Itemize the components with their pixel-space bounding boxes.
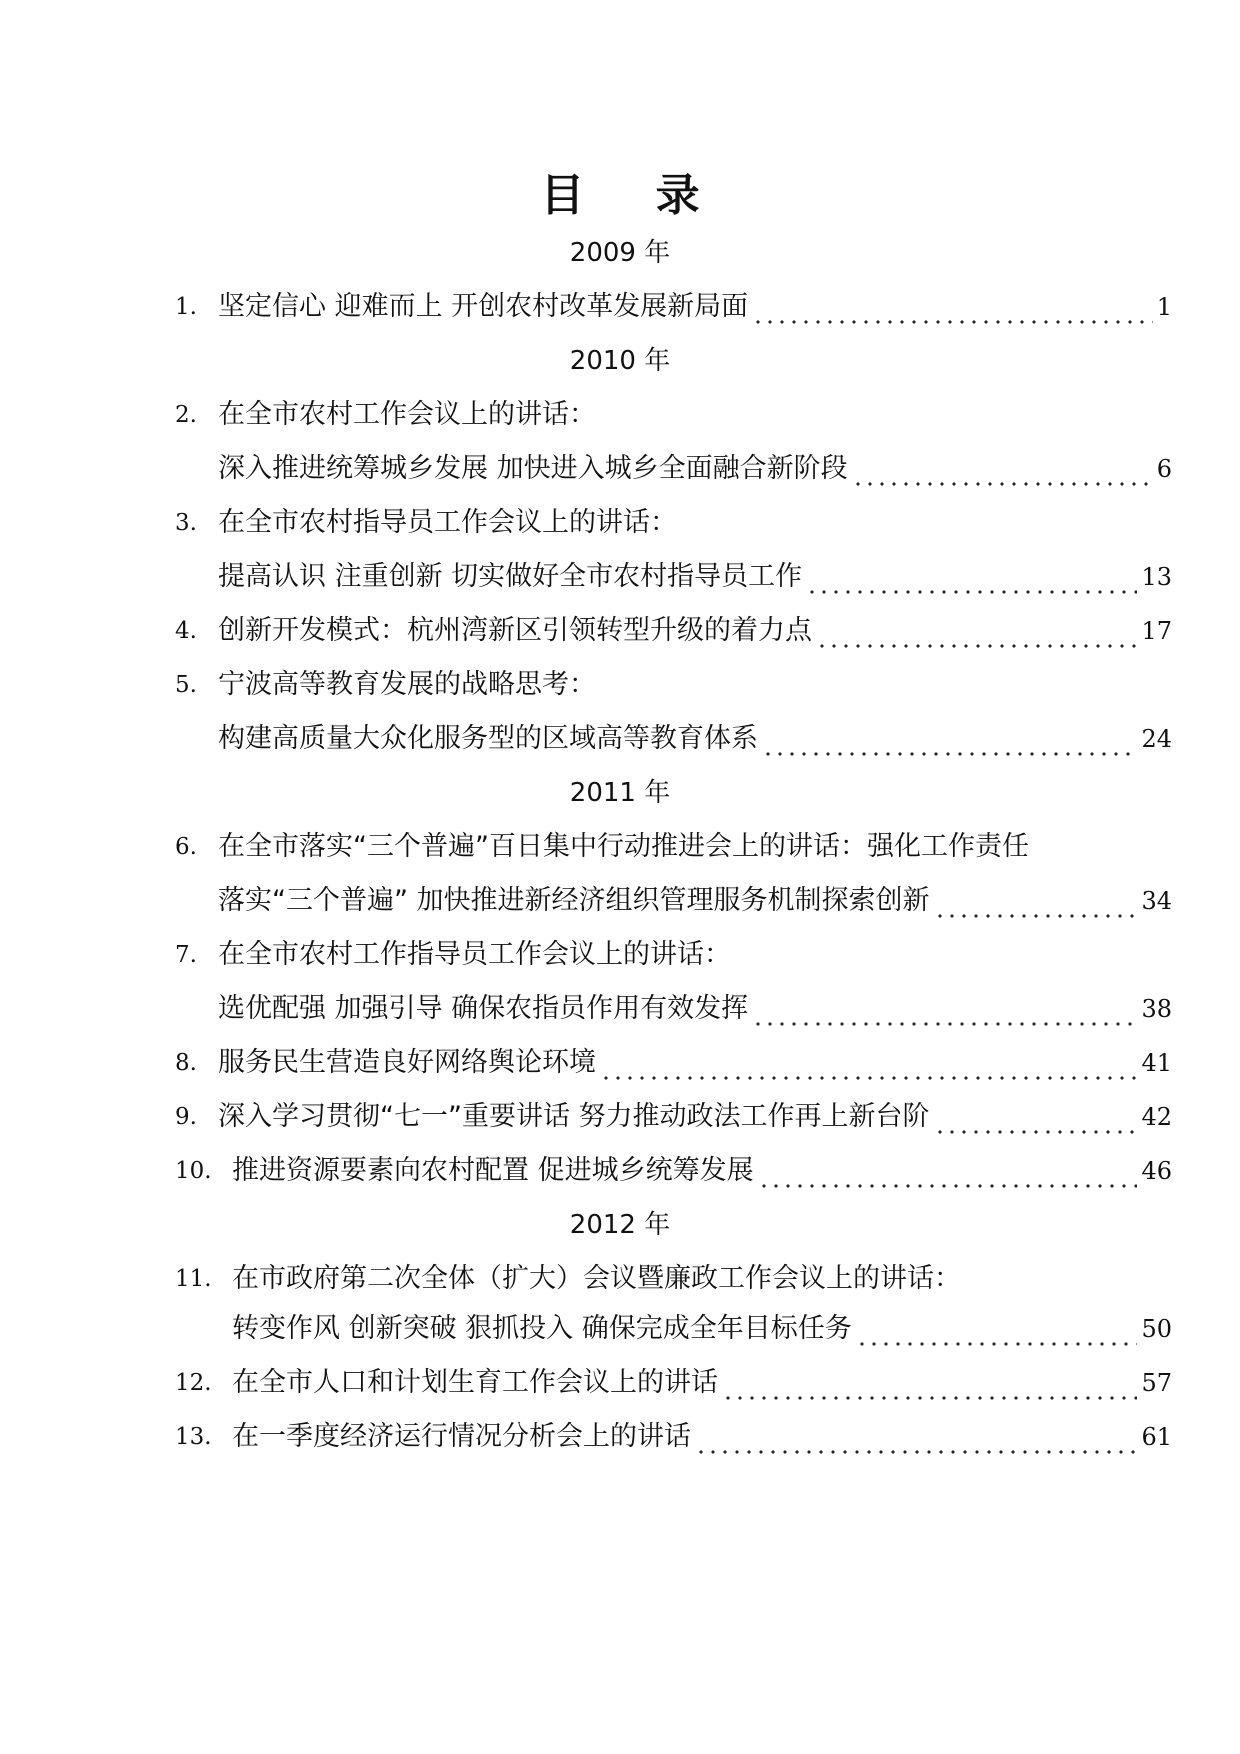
dot-leader bbox=[934, 1090, 1138, 1144]
entry-subtitle: 构建高质量大众化服务型的区域高等教育体系 bbox=[218, 723, 758, 754]
entry-line bbox=[218, 712, 1172, 766]
toc-entry-8[interactable] bbox=[0, 1036, 1240, 1090]
toc-entry-1[interactable] bbox=[0, 280, 1240, 334]
dot-leader bbox=[934, 874, 1138, 928]
entry-title: 在全市落实“三个普遍”百日集中行动推进会上的讲话：强化工作责任 bbox=[218, 831, 1029, 862]
entry-page-number: 61 bbox=[1141, 1423, 1172, 1451]
dot-leader bbox=[806, 550, 1137, 604]
toc-entry-4[interactable] bbox=[0, 604, 1240, 658]
entry-subtitle: 深入推进统筹城乡发展 加快进入城乡全面融合新阶段 bbox=[218, 453, 848, 484]
toc-entry-7-subtitle[interactable] bbox=[0, 982, 1240, 1036]
page-title: 目 录 bbox=[540, 170, 728, 221]
entry-number: 8. bbox=[175, 1050, 197, 1076]
dot-leader bbox=[752, 982, 1137, 1036]
dot-leader bbox=[856, 1302, 1138, 1356]
year-heading-2012: 2012 年 bbox=[569, 1210, 671, 1240]
entry-title: 坚定信心 迎难而上 开创农村改革发展新局面 bbox=[218, 291, 749, 322]
entry-title: 在全市农村工作指导员工作会议上的讲话： bbox=[218, 939, 731, 970]
entry-title: 宁波高等教育发展的战略思考： bbox=[218, 669, 596, 700]
entry-title: 在市政府第二次全体（扩大）会议暨廉政工作会议上的讲话： bbox=[232, 1263, 961, 1294]
year-heading-2011: 2011 年 bbox=[569, 778, 671, 808]
entry-page-number: 1 bbox=[1156, 293, 1172, 321]
year-heading-2010: 2010 年 bbox=[569, 346, 671, 376]
entry-page-number: 50 bbox=[1141, 1315, 1172, 1343]
entry-title: 在全市农村工作会议上的讲话： bbox=[218, 399, 596, 430]
entry-page-number: 41 bbox=[1141, 1049, 1172, 1077]
year-heading-2009: 2009 年 bbox=[569, 238, 671, 268]
entry-number: 1. bbox=[175, 294, 197, 320]
dot-leader bbox=[752, 280, 1153, 334]
entry-number: 4. bbox=[175, 618, 197, 644]
entry-number: 12. bbox=[175, 1370, 212, 1396]
entry-line bbox=[232, 1356, 1172, 1410]
toc-entry-3-subtitle[interactable] bbox=[0, 550, 1240, 604]
entry-number: 7. bbox=[175, 942, 197, 968]
dot-leader bbox=[762, 712, 1137, 766]
entry-page-number: 24 bbox=[1141, 725, 1172, 753]
entry-number: 5. bbox=[175, 672, 197, 698]
toc-entry-12[interactable] bbox=[0, 1356, 1240, 1410]
dot-leader bbox=[852, 442, 1153, 496]
entry-number: 9. bbox=[175, 1104, 197, 1130]
dot-leader bbox=[695, 1410, 1137, 1464]
entry-number: 6. bbox=[175, 834, 197, 860]
toc-entry-2-subtitle[interactable] bbox=[0, 442, 1240, 496]
entry-line bbox=[218, 874, 1172, 928]
toc-entry-5[interactable] bbox=[0, 658, 1240, 712]
toc-entry-6-subtitle[interactable] bbox=[0, 874, 1240, 928]
toc-entry-9[interactable] bbox=[0, 1090, 1240, 1144]
entry-page-number: 57 bbox=[1141, 1369, 1172, 1397]
entry-title: 在全市人口和计划生育工作会议上的讲话 bbox=[232, 1367, 718, 1398]
entry-subtitle: 转变作风 创新突破 狠抓投入 确保完成全年目标任务 bbox=[232, 1313, 852, 1344]
entry-number: 11. bbox=[175, 1266, 212, 1292]
entry-page-number: 17 bbox=[1141, 617, 1172, 645]
entry-line bbox=[232, 1144, 1172, 1198]
toc-list bbox=[0, 226, 1240, 1464]
toc-entry-11[interactable] bbox=[0, 1252, 1240, 1302]
toc-entry-6[interactable] bbox=[0, 820, 1240, 874]
toc-entry-7[interactable] bbox=[0, 928, 1240, 982]
entry-page-number: 6 bbox=[1156, 455, 1172, 483]
toc-entry-5-subtitle[interactable] bbox=[0, 712, 1240, 766]
dot-leader bbox=[600, 1036, 1137, 1090]
dot-leader bbox=[816, 604, 1137, 658]
entry-subtitle: 提高认识 注重创新 切实做好全市农村指导员工作 bbox=[218, 561, 803, 592]
toc-entry-13[interactable] bbox=[0, 1410, 1240, 1464]
toc-entry-2[interactable] bbox=[0, 388, 1240, 442]
dot-leader bbox=[758, 1144, 1138, 1198]
entry-number: 2. bbox=[175, 402, 197, 428]
entry-line bbox=[218, 1036, 1172, 1090]
entry-title: 深入学习贯彻“七一”重要讲话 努力推动政法工作再上新台阶 bbox=[218, 1101, 930, 1132]
entry-title: 推进资源要素向农村配置 促进城乡统筹发展 bbox=[232, 1155, 754, 1186]
entry-number: 10. bbox=[175, 1158, 212, 1184]
entry-title: 在全市农村指导员工作会议上的讲话： bbox=[218, 507, 677, 538]
entry-page-number: 13 bbox=[1141, 563, 1172, 591]
entry-page-number: 46 bbox=[1141, 1157, 1172, 1185]
entry-line bbox=[218, 1090, 1172, 1144]
entry-title: 创新开发模式：杭州湾新区引领转型升级的着力点 bbox=[218, 615, 812, 646]
entry-subtitle: 落实“三个普遍” 加快推进新经济组织管理服务机制探索创新 bbox=[218, 885, 930, 916]
entry-number: 3. bbox=[175, 510, 197, 536]
toc-entry-11-subtitle[interactable] bbox=[0, 1302, 1240, 1356]
entry-line bbox=[232, 1302, 1172, 1356]
entry-line bbox=[218, 604, 1172, 658]
entry-title: 服务民生营造良好网络舆论环境 bbox=[218, 1047, 596, 1078]
entry-line bbox=[218, 982, 1172, 1036]
entry-number: 13. bbox=[175, 1424, 212, 1450]
toc-entry-10[interactable] bbox=[0, 1144, 1240, 1198]
entry-line bbox=[218, 280, 1172, 334]
dot-leader bbox=[722, 1356, 1137, 1410]
entry-page-number: 34 bbox=[1141, 887, 1172, 915]
entry-title: 在一季度经济运行情况分析会上的讲话 bbox=[232, 1421, 691, 1452]
entry-subtitle: 选优配强 加强引导 确保农指员作用有效发挥 bbox=[218, 993, 749, 1024]
toc-entry-3[interactable] bbox=[0, 496, 1240, 550]
entry-line bbox=[232, 1410, 1172, 1464]
entry-line bbox=[218, 550, 1172, 604]
entry-page-number: 38 bbox=[1141, 995, 1172, 1023]
entry-line bbox=[218, 442, 1172, 496]
entry-page-number: 42 bbox=[1141, 1103, 1172, 1131]
